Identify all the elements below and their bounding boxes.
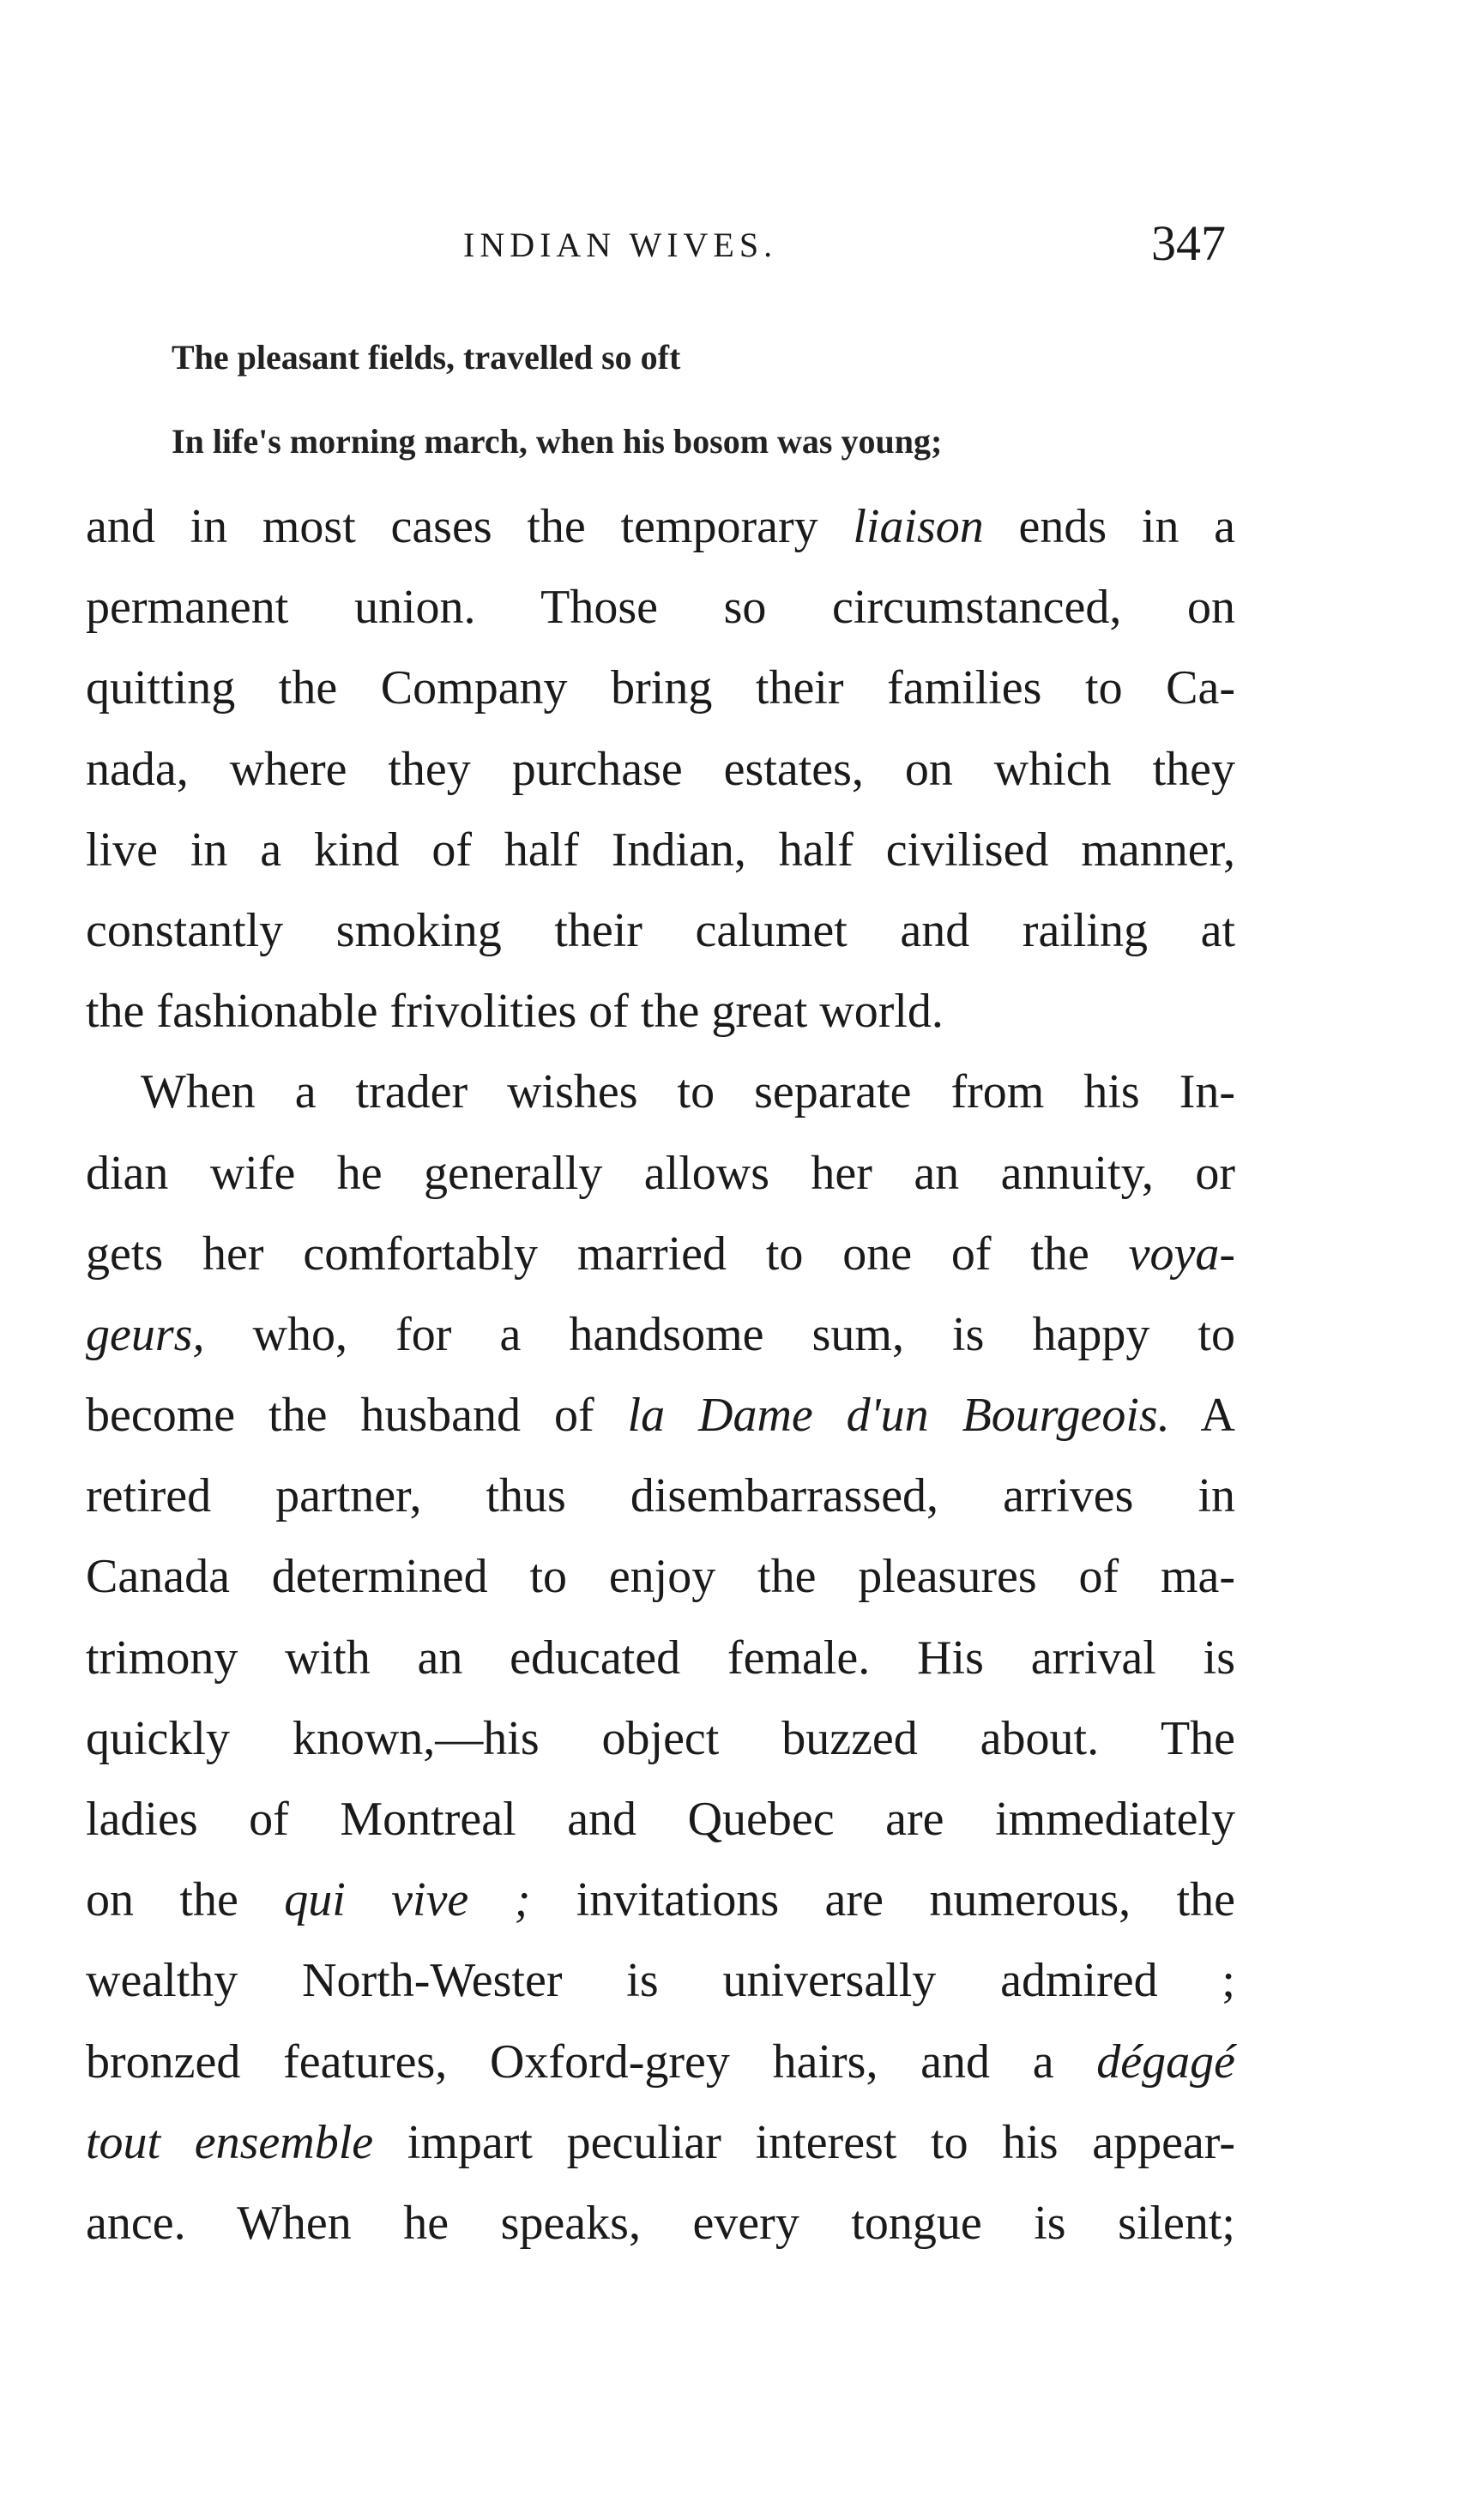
italic-run: dégagé: [1096, 2035, 1235, 2089]
text-line: quickly known,—his object buzzed about. The: [86, 1711, 1235, 1765]
text-run: invitations are numerous, the: [530, 1873, 1235, 1927]
text-line: [86, 1375, 1235, 1456]
italic-run: la Dame d'un Bourgeois.: [627, 1389, 1170, 1443]
text-run: become the husband of: [86, 1389, 628, 1443]
text-line: When a trader wishes to separate from his In-: [141, 1065, 1235, 1119]
text-line: live in a kind of half Indian, half civilised manner,: [86, 823, 1235, 877]
text-run: on the: [86, 1873, 285, 1927]
text-run: gets her comfortably married to one of the: [86, 1227, 1129, 1281]
text-line: quitting the Company bring their families to Ca-: [86, 661, 1235, 715]
text-line: [86, 1294, 1235, 1375]
text-line: wealthy North-Wester is universally admired ;: [86, 1954, 1235, 2008]
text-line: [86, 2102, 1235, 2183]
text-run: ends in a: [983, 500, 1236, 553]
text-line: [86, 1860, 1235, 1940]
italic-run: liaison: [853, 500, 984, 553]
text-line: [86, 486, 1235, 567]
text-line: the fashionable frivolities of the great world.: [86, 985, 944, 1039]
text-run: and in most cases the temporary: [86, 500, 854, 553]
text-line: [86, 1214, 1235, 1294]
text-line: nada, where they purchase estates, on which they: [86, 742, 1235, 796]
text-line: trimony with an educated female. His arrival is: [86, 1631, 1235, 1685]
verse-quotation: [172, 316, 1252, 484]
text-line: dian wife he generally allows her an annuity, or: [86, 1146, 1235, 1200]
italic-run: tout ensemble: [86, 2115, 374, 2169]
text-run: impart peculiar interest to his appear-: [373, 2115, 1235, 2169]
text-line: permanent union. Those so circumstanced, on: [86, 581, 1235, 635]
verse-line: In life's morning march, when his bosom was young;: [172, 422, 943, 461]
body-text: [86, 486, 1235, 2264]
verse-line: The pleasant fields, travelled so oft: [172, 338, 681, 377]
page-number: 347: [1151, 215, 1226, 271]
text-line: constantly smoking their calumet and railing at: [86, 903, 1235, 957]
running-head: INDIAN WIVES.: [463, 226, 778, 264]
italic-run: voya-: [1128, 1227, 1235, 1281]
text-line: Canada determined to enjoy the pleasures of ma-: [86, 1550, 1235, 1604]
text-line: ladies of Montreal and Quebec are immediately: [86, 1793, 1235, 1846]
text-run: who, for a handsome sum, is happy to: [204, 1307, 1235, 1361]
text-run: A: [1169, 1389, 1235, 1443]
text-line: retired partner, thus disembarrassed, arrives in: [86, 1469, 1235, 1523]
italic-run: geurs,: [86, 1307, 205, 1361]
italic-run: qui vive ;: [284, 1873, 531, 1927]
text-line: [86, 2022, 1235, 2102]
text-run: bronzed features, Oxford-grey hairs, and a: [86, 2035, 1097, 2089]
text-line: ance. When he speaks, every tongue is silent;: [86, 2196, 1235, 2250]
